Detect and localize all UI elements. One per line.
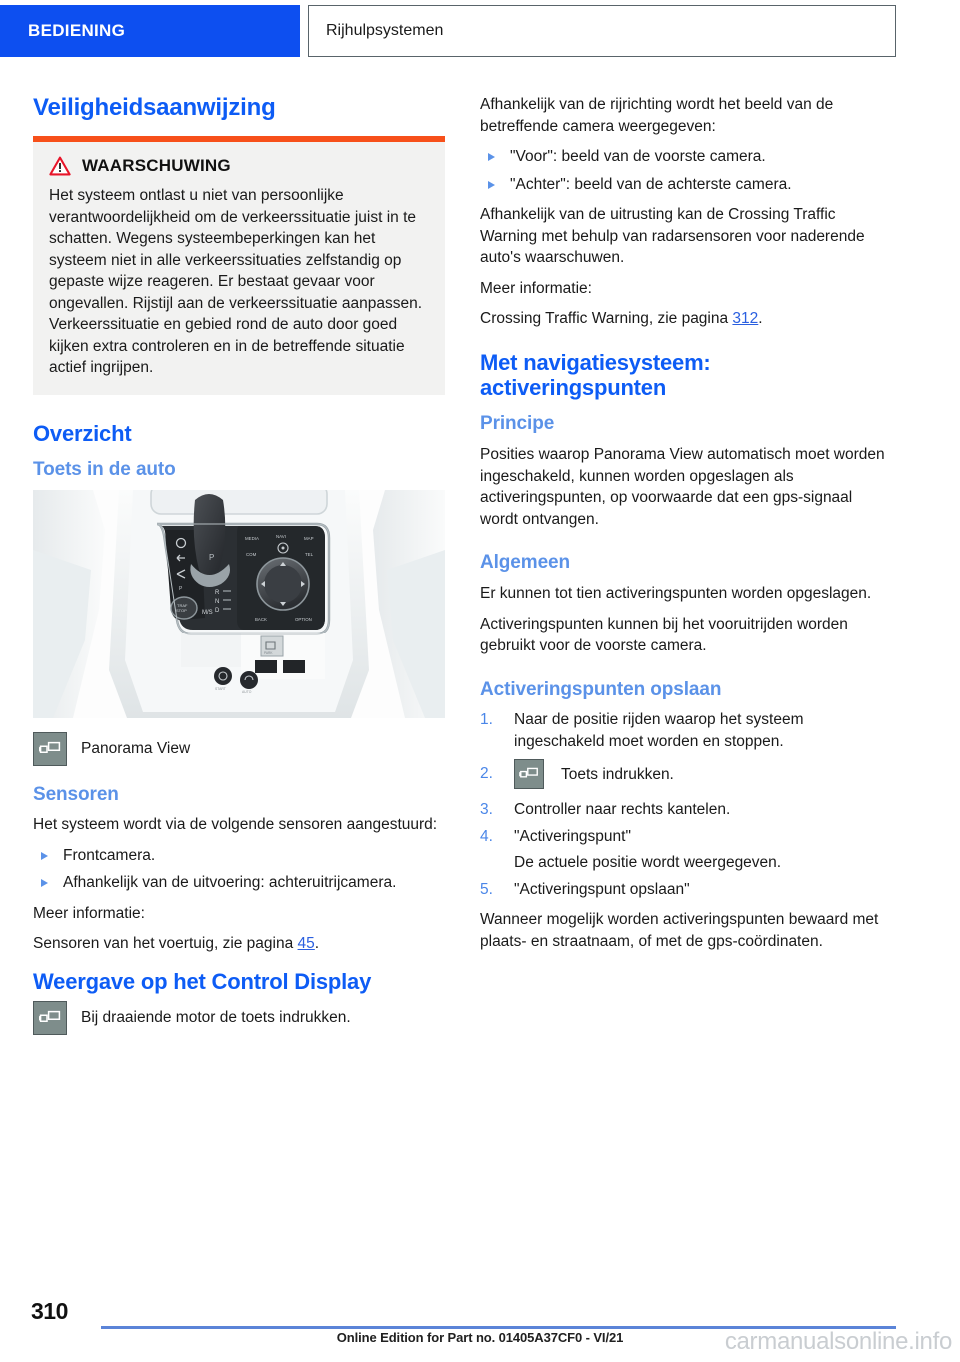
sensoren-more-info-label: Meer informatie: bbox=[33, 904, 145, 922]
step-text: "Activeringspunt opslaan" bbox=[514, 880, 690, 898]
heading-sensoren: Sensoren bbox=[33, 783, 119, 805]
list-item bbox=[480, 826, 892, 874]
svg-text:R: R bbox=[215, 589, 220, 596]
svg-text:MAP: MAP bbox=[304, 535, 314, 541]
svg-text:P: P bbox=[209, 552, 215, 562]
step-text: Controller naar rechts kantelen. bbox=[514, 801, 731, 819]
svg-text:D: D bbox=[215, 607, 220, 614]
center-console-photo bbox=[33, 490, 445, 718]
list-item: Frontcamera. bbox=[33, 845, 445, 867]
figure-caption-row bbox=[33, 732, 445, 766]
camera-intro-text: Afhankelijk van de rijrichting wordt het beeld van de betreffende camera weergegeven: bbox=[480, 96, 834, 135]
warning-box bbox=[33, 136, 445, 395]
list-item: "Voor": beeld van de voorste camera. bbox=[480, 146, 892, 168]
principe-text: Posities waarop Panorama View automatisch moet worden ingeschakeld, kunnen worden opgeslagen als activeringspunten, op voorwaarde dat een gps-signaal wordt ontvangen. bbox=[480, 446, 885, 528]
panorama-view-button-icon bbox=[33, 1001, 67, 1035]
step-number: 3. bbox=[480, 801, 493, 819]
svg-text:TRAF: TRAF bbox=[177, 602, 188, 608]
warning-label: WAARSCHUWING bbox=[82, 156, 231, 176]
step-number: 4. bbox=[480, 827, 493, 845]
sensoren-bullet-list bbox=[33, 845, 445, 894]
weergave-caption-label: Bij draaiende motor de toets indrukken. bbox=[81, 1008, 351, 1026]
warning-header bbox=[49, 156, 429, 176]
page-number: 310 bbox=[31, 1298, 68, 1324]
svg-text:M/S: M/S bbox=[202, 609, 213, 616]
camera-glyph-icon bbox=[39, 1010, 61, 1026]
header-chapter-label: BEDIENING bbox=[28, 21, 126, 40]
step-number: 5. bbox=[480, 880, 493, 898]
cross-ref-suffix: . bbox=[758, 310, 763, 327]
page-title: Veiligheidsaanwijzing bbox=[33, 94, 276, 121]
camera-bullet-list bbox=[480, 146, 892, 195]
warning-triangle-icon bbox=[49, 156, 71, 176]
center-console-illustration bbox=[33, 490, 445, 718]
footer-watermark: carmanualsonline.info bbox=[724, 1328, 952, 1355]
list-item bbox=[480, 709, 892, 752]
crossing-traffic-paragraph: Afhankelijk van de uitrusting kan de Crossing Traffic Warning met behulp van radarsensoren voor naderende auto's waarschuwen. bbox=[480, 206, 865, 266]
left-column bbox=[33, 94, 445, 1045]
page-footer bbox=[0, 1280, 960, 1362]
svg-text:MEDIA: MEDIA bbox=[245, 535, 259, 541]
heading-toets-in-de-auto: Toets in de auto bbox=[33, 458, 176, 480]
opslaan-closing-paragraph: Wanneer mogelijk worden activeringspunten bewaard met plaats- en straatnaam, of met de gps-coördinaten. bbox=[480, 911, 879, 950]
algemeen-paragraph-1: Er kunnen tot tien activeringspunten worden opgeslagen. bbox=[480, 585, 872, 602]
header-section-tab bbox=[308, 5, 896, 57]
crossing-cross-reference bbox=[480, 308, 892, 330]
heading-principe: Principe bbox=[480, 413, 555, 435]
sensoren-intro: Het systeem wordt via de volgende sensoren aangestuurd: bbox=[33, 816, 438, 834]
step-text: Toets indrukken. bbox=[561, 765, 674, 783]
page-reference-link[interactable]: 312 bbox=[732, 310, 759, 327]
svg-text:OPTION: OPTION bbox=[295, 616, 312, 622]
right-more-info-label: Meer informatie: bbox=[480, 279, 592, 297]
heading-overzicht: Overzicht bbox=[33, 420, 132, 446]
panorama-view-button-icon bbox=[33, 732, 67, 766]
right-column bbox=[480, 94, 892, 961]
svg-text:STOP: STOP bbox=[176, 607, 187, 613]
opslaan-step-list bbox=[480, 709, 892, 900]
panorama-view-button-icon bbox=[514, 759, 544, 789]
cross-ref-suffix: . bbox=[314, 935, 320, 953]
camera-glyph-icon bbox=[519, 767, 539, 781]
step-substep: De actuele positie wordt weergegeven. bbox=[514, 854, 782, 872]
svg-text:COM: COM bbox=[246, 551, 257, 557]
svg-text:BACK: BACK bbox=[255, 616, 267, 622]
step-text: "Activeringspunt" bbox=[514, 827, 631, 845]
svg-text:NAVI: NAVI bbox=[276, 533, 286, 539]
cross-ref-text: Crossing Traffic Warning, zie pagina bbox=[480, 310, 733, 327]
svg-text:PARK: PARK bbox=[264, 650, 273, 655]
camera-glyph-icon bbox=[39, 741, 61, 757]
svg-text:P: P bbox=[179, 585, 183, 592]
header-chapter-tab bbox=[0, 5, 300, 57]
svg-text:START: START bbox=[215, 686, 226, 691]
header-section-label: Rijhulpsystemen bbox=[326, 22, 444, 39]
step-number: 2. bbox=[480, 765, 493, 783]
list-item bbox=[480, 757, 892, 791]
list-item: "Achter": beeld van de achterste camera. bbox=[480, 174, 892, 196]
heading-activeringspunten-opslaan: Activeringspunten opslaan bbox=[480, 678, 722, 700]
list-item bbox=[480, 879, 892, 901]
step-number: 1. bbox=[480, 711, 493, 729]
algemeen-paragraph-2: Activeringspunten kunnen bij het vooruitrijden worden gebruikt voor de voorste camera. bbox=[480, 615, 848, 654]
svg-text:N: N bbox=[215, 598, 220, 605]
heading-weergave-control-display: Weergave op het Control Display bbox=[33, 968, 372, 994]
svg-text:AUTO: AUTO bbox=[242, 689, 252, 694]
svg-text:TEL: TEL bbox=[305, 551, 314, 557]
heading-met-navigatiesysteem: Met navigatiesysteem: activeringspunten bbox=[480, 349, 711, 401]
heading-algemeen: Algemeen bbox=[480, 552, 571, 574]
sensoren-cross-reference bbox=[33, 933, 445, 955]
cross-ref-text: Sensoren van het voertuig, zie pagina bbox=[33, 935, 298, 953]
figure-caption-label: Panorama View bbox=[81, 739, 191, 757]
warning-text: Het systeem ontlast u niet van persoonlijke verantwoordelijkheid om de verkeerssituatie juist in te schatten. Wegens systeembeperkingen kan het systeem niet in alle verkeerssituaties zelfstandig op gepaste wijze reageren. Er bestaat gevaar voor ongevallen. Rijstijl aan de verkeerssituatie aanpassen. Verkeerssituatie en gebied rond de auto door goed kijken extra controleren en in de betreffende situatie actief ingrijpen. bbox=[49, 187, 423, 377]
list-item bbox=[480, 799, 892, 821]
page-reference-link[interactable]: 45 bbox=[297, 935, 315, 953]
step-text: Naar de positie rijden waarop het systeem ingeschakeld moet worden en stoppen. bbox=[514, 711, 804, 750]
footer-edition-note: Online Edition for Part no. 01405A37CF0 - VI/21 bbox=[336, 1330, 624, 1345]
list-item: Afhankelijk van de uitvoering: achteruitrijcamera. bbox=[33, 872, 445, 894]
page-header bbox=[0, 0, 960, 60]
weergave-caption-row bbox=[33, 1001, 445, 1035]
